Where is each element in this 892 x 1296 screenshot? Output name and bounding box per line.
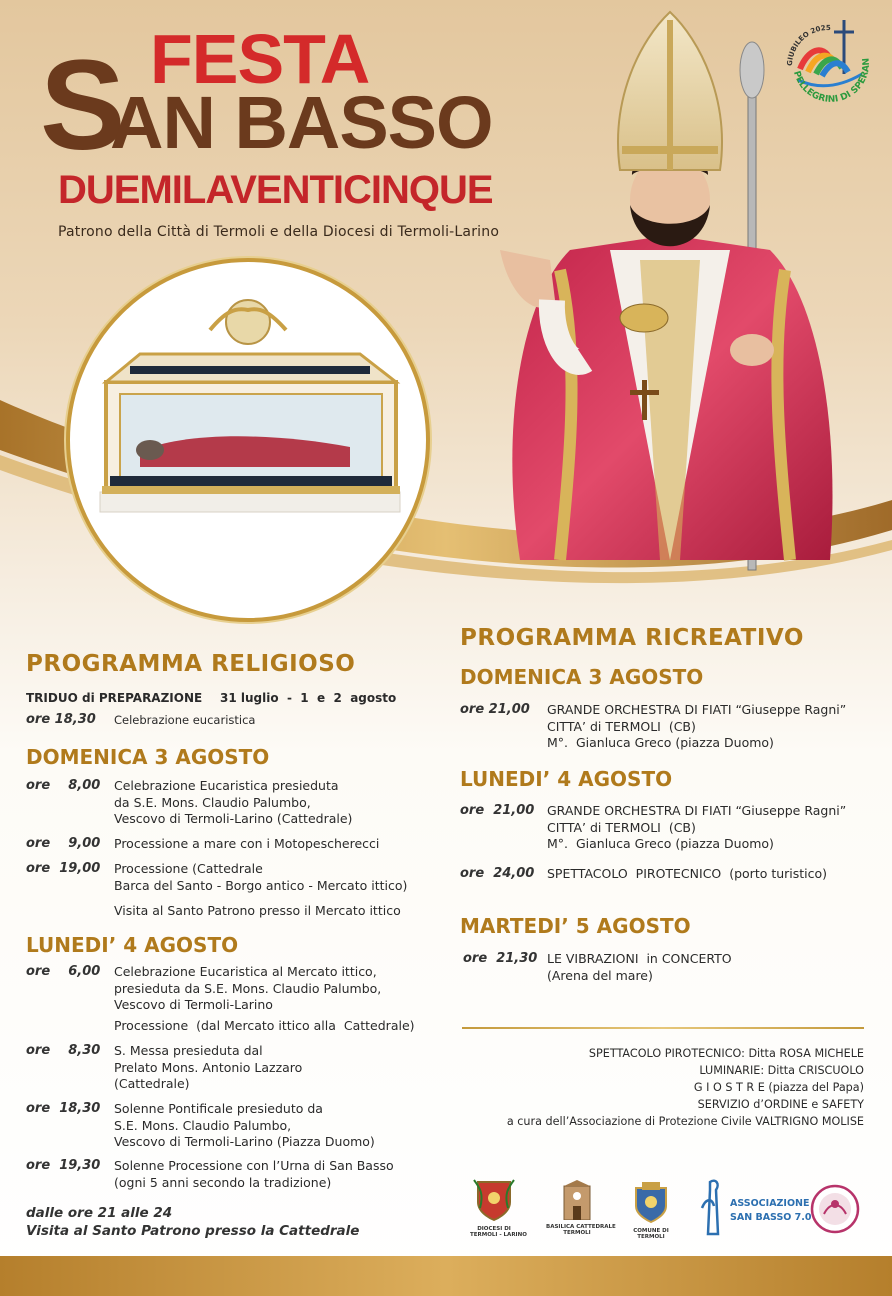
title-initial-s: S (40, 34, 126, 177)
religioso-day1-title: DOMENICA 3 AGOSTO (26, 745, 270, 769)
divider-line (462, 1027, 864, 1029)
diocesi-caption: DIOCESI DI TERMOLI - LARINO (470, 1226, 527, 1238)
rel-d2-text-3: Solenne Pontificale presieduto da S.E. Mons. Claudio Palumbo, Vescovo di Termoli-Larino (Piazza Duomo) (114, 1101, 375, 1149)
ric-d2-text-2: SPETTACOLO PIROTECNICO (porto turistico) (547, 866, 828, 881)
rel-d1-time-1: ore 8,00 (26, 778, 101, 793)
rel-d1-time-3: ore 19,00 (26, 861, 101, 876)
credit-line-5: a cura dell’Associazione di Protezione Civile VALTRIGNO MOLISE (506, 1115, 864, 1128)
comune-logo (630, 1180, 672, 1240)
triduo-label: TRIDUO di PREPARAZIONE (26, 691, 203, 705)
visita-line-2: Visita al Santo Patrono presso la Cattedrale (26, 1223, 360, 1239)
associazione-name-1: ASSOCIAZIONE (730, 1198, 810, 1209)
ric-d2-time-1: ore 21,00 (460, 803, 535, 818)
rel-d1-text-2: Processione a mare con i Motopescherecci (114, 836, 380, 851)
rel-d1-text-1: Celebrazione Eucaristica presieduta da S.E. Mons. Claudio Palumbo, Vescovo di Termoli-Larino (Cattedrale) (114, 778, 353, 826)
footer-gold-bar (0, 1256, 892, 1296)
title-san-basso: AN BASSO (110, 81, 493, 164)
rel-d1-note: Visita al Santo Patrono presso il Mercato ittico (114, 903, 401, 918)
rel-d2-note: Processione (dal Mercato ittico alla Cattedrale) (114, 1018, 415, 1033)
credit-line-2: LUMINARIE: Ditta CRISCUOLO (699, 1064, 864, 1077)
comune-caption: COMUNE DI TERMOLI (633, 1228, 669, 1240)
ricreativo-day1-title: DOMENICA 3 AGOSTO (460, 665, 704, 689)
credit-line-1: SPETTACOLO PIROTECNICO: Ditta ROSA MICHELE (588, 1047, 864, 1060)
triduo-time: ore 18,30 (26, 712, 96, 727)
diocesi-logo (470, 1178, 527, 1240)
round-emblem-logo (810, 1184, 860, 1234)
visita-line-1: dalle ore 21 alle 24 (26, 1205, 173, 1221)
ric-d1-text: GRANDE ORCHESTRA DI FIATI “Giuseppe Ragni” CITTA’ di TERMOLI (CB) M°. Gianluca Greco (piazza Duomo) (547, 702, 847, 750)
rel-d2-text-4: Solenne Processione con l’Urna di San Basso (ogni 5 anni secondo la tradizione) (114, 1158, 394, 1190)
title-year: DUEMILAVENTICINQUE (58, 168, 493, 212)
ric-d1-time: ore 21,00 (460, 702, 530, 717)
religioso-day2-title: LUNEDI’ 4 AGOSTO (26, 933, 239, 957)
ric-d3-time: ore 21,30 (463, 951, 538, 966)
basilica-caption: BASILICA CATTEDRALE TERMOLI (546, 1224, 616, 1236)
associazione-logo (698, 1178, 812, 1238)
credit-line-3: G I O S T R E (piazza del Papa) (693, 1081, 864, 1094)
jubilee-bottom-text: PELLEGRINI DI SPERAN (790, 57, 873, 105)
triduo-text: Celebrazione eucaristica (114, 713, 256, 727)
ricreativo-title: PROGRAMMA RICREATIVO (460, 625, 804, 651)
rel-d1-text-3: Processione (Cattedrale Barca del Santo - Borgo antico - Mercato ittico) (114, 861, 408, 893)
ricreativo-day2-title: LUNEDI’ 4 AGOSTO (460, 767, 673, 791)
subtitle-patrono: Patrono della Città di Termoli e della Diocesi di Termoli-Larino (58, 224, 500, 240)
associazione-name-2: SAN BASSO 7.0 (730, 1212, 812, 1223)
reliquary-image (66, 258, 430, 622)
rel-d2-text-2: S. Messa presieduta dal Prelato Mons. Antonio Lazzaro (Cattedrale) (114, 1043, 303, 1091)
ric-d2-text-1: GRANDE ORCHESTRA DI FIATI “Giuseppe Ragni” CITTA’ di TERMOLI (CB) M°. Gianluca Greco (piazza Duomo) (547, 803, 847, 851)
saint-statue-image (460, 0, 880, 585)
ric-d2-time-2: ore 24,00 (460, 866, 535, 881)
triduo-dates: 31 luglio - 1 e 2 agosto (220, 691, 397, 705)
jubilee-top-text: GIUBILEO 2025 (785, 23, 831, 67)
rel-d2-time-4: ore 19,30 (26, 1158, 101, 1173)
rel-d2-text-1: Celebrazione Eucaristica al Mercato ittico, presieduta da S.E. Mons. Claudio Palumbo, Vescovo di Termoli-Larino (114, 964, 382, 1012)
rel-d1-time-2: ore 9,00 (26, 836, 101, 851)
religioso-title: PROGRAMMA RELIGIOSO (26, 651, 356, 677)
basilica-logo (546, 1180, 616, 1240)
credit-line-4: SERVIZIO d’ORDINE e SAFETY (697, 1098, 864, 1111)
rel-d2-time-2: ore 8,30 (26, 1043, 101, 1058)
rel-d2-time-3: ore 18,30 (26, 1101, 101, 1116)
rel-d2-time-1: ore 6,00 (26, 964, 101, 979)
title-festa: FESTA (150, 20, 370, 98)
credits-block (424, 1045, 864, 1130)
ricreativo-day3-title: MARTEDI’ 5 AGOSTO (460, 914, 691, 938)
ric-d3-text: LE VIBRAZIONI in CONCERTO (Arena del mare) (547, 951, 732, 983)
